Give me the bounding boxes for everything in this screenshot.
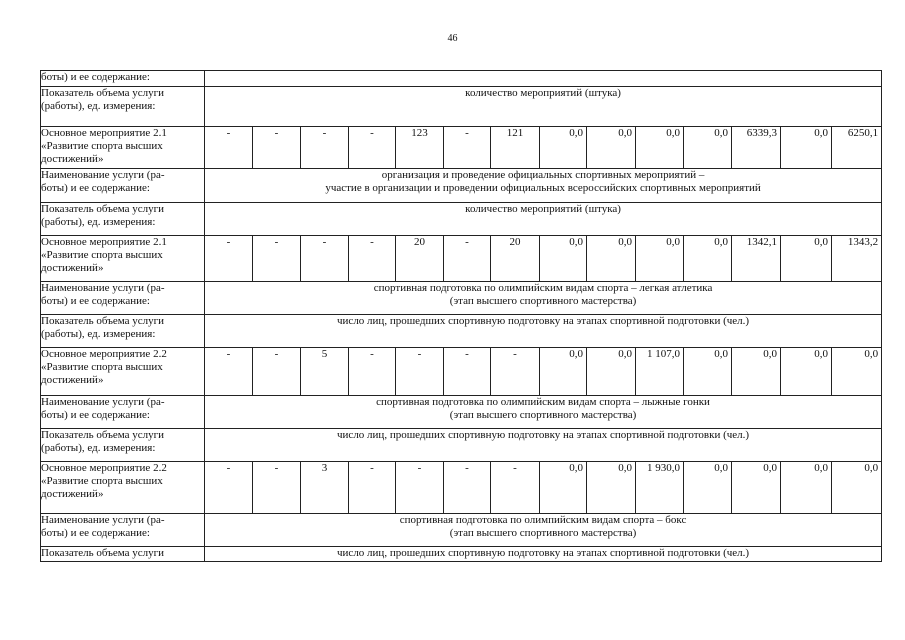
- row-description-line: число лиц, прошедших спортивную подготовку на этапах спортивной подготовки (чел.): [337, 315, 750, 327]
- value-cell: 121: [491, 127, 540, 169]
- value-cell: -: [205, 127, 253, 169]
- value-cell: -: [349, 462, 396, 514]
- value-cell: 0,0: [636, 236, 684, 282]
- row-description-line: количество мероприятий (штука): [465, 203, 621, 215]
- row-description: [205, 203, 882, 236]
- row-label-line: «Развитие спорта высших: [41, 475, 163, 487]
- value-cell: 5: [301, 348, 349, 396]
- value-cell: 0,0: [684, 236, 732, 282]
- value-cell: 0,0: [732, 462, 781, 514]
- value-cell: 0,0: [684, 127, 732, 169]
- value-cell: 0,0: [781, 236, 832, 282]
- row-label-line: «Развитие спорта высших: [41, 140, 163, 152]
- row-description-line: число лиц, прошедших спортивную подготовку на этапах спортивной подготовки (чел.): [337, 547, 750, 559]
- row-label-line: Показатель объема услуги: [41, 203, 165, 215]
- row-label: [41, 315, 205, 348]
- value-cell: 0,0: [832, 348, 882, 396]
- row-label-line: Наименование услуги (ра-: [41, 396, 165, 408]
- value-cell: 1343,2: [832, 236, 882, 282]
- row-label-line: Показатель объема услуги: [41, 429, 165, 441]
- value-cell: 0,0: [781, 127, 832, 169]
- row-label-line: Показатель объема услуги: [41, 87, 165, 99]
- value-cell: -: [491, 462, 540, 514]
- row-description-line: участие в организации и проведении официальных всероссийских спортивных мероприятий: [325, 182, 761, 194]
- row-description: [205, 71, 882, 87]
- row-label: [41, 71, 205, 87]
- row-description-line: число лиц, прошедших спортивную подготовку на этапах спортивной подготовки (чел.): [337, 429, 750, 441]
- row-label: [41, 282, 205, 315]
- value-cell: -: [301, 236, 349, 282]
- row-label: [41, 236, 205, 282]
- value-cell: 0,0: [540, 236, 587, 282]
- row-description-line: (этап высшего спортивного мастерства): [449, 295, 637, 307]
- value-cell: -: [396, 462, 444, 514]
- row-description-line: спортивная подготовка по олимпийским видам спорта – легкая атлетика: [373, 282, 713, 294]
- value-cell: -: [253, 127, 301, 169]
- row-label-line: (работы), ед. измерения:: [41, 442, 156, 454]
- row-description: [205, 315, 882, 348]
- value-cell: 123: [396, 127, 444, 169]
- row-label: [41, 87, 205, 127]
- table-row: [41, 169, 882, 203]
- value-cell: 0,0: [540, 462, 587, 514]
- row-description: [205, 169, 882, 203]
- row-label: [41, 169, 205, 203]
- value-cell: 0,0: [540, 127, 587, 169]
- table-row: [41, 203, 882, 236]
- row-description-line: спортивная подготовка по олимпийским видам спорта – бокс: [399, 514, 687, 526]
- value-cell: -: [205, 462, 253, 514]
- value-cell: -: [349, 236, 396, 282]
- value-cell: -: [253, 462, 301, 514]
- table-row: [41, 348, 882, 396]
- row-label: [41, 514, 205, 547]
- value-cell: -: [444, 236, 491, 282]
- value-cell: 0,0: [832, 462, 882, 514]
- value-cell: 1 930,0: [636, 462, 684, 514]
- row-description: [205, 514, 882, 547]
- table-row: [41, 127, 882, 169]
- value-cell: 0,0: [540, 348, 587, 396]
- row-label-line: боты) и ее содержание:: [41, 71, 150, 83]
- value-cell: -: [444, 348, 491, 396]
- row-label-line: достижений»: [41, 374, 104, 386]
- table-row: [41, 71, 882, 87]
- value-cell: 1 107,0: [636, 348, 684, 396]
- row-label-line: (работы), ед. измерения:: [41, 216, 156, 228]
- value-cell: 1342,1: [732, 236, 781, 282]
- row-label-line: боты) и ее содержание:: [41, 182, 150, 194]
- table-row: [41, 429, 882, 462]
- value-cell: 0,0: [587, 462, 636, 514]
- row-description-line: (этап высшего спортивного мастерства): [449, 409, 637, 421]
- value-cell: -: [205, 236, 253, 282]
- value-cell: 6250,1: [832, 127, 882, 169]
- row-description: [205, 87, 882, 127]
- row-label-line: «Развитие спорта высших: [41, 361, 163, 373]
- row-label: [41, 348, 205, 396]
- value-cell: 0,0: [636, 127, 684, 169]
- row-description: [205, 547, 882, 562]
- table-row: [41, 236, 882, 282]
- table-row: [41, 282, 882, 315]
- table-row: [41, 547, 882, 562]
- row-description-line: (этап высшего спортивного мастерства): [449, 527, 637, 539]
- table-row: [41, 462, 882, 514]
- row-label-line: боты) и ее содержание:: [41, 295, 150, 307]
- table-row: [41, 396, 882, 429]
- value-cell: 0,0: [684, 462, 732, 514]
- row-description-line: спортивная подготовка по олимпийским видам спорта – лыжные гонки: [376, 396, 710, 408]
- row-description-line: организация и проведение официальных спортивных мероприятий –: [381, 169, 705, 181]
- value-cell: -: [491, 348, 540, 396]
- row-label-line: Показатель объема услуги: [41, 547, 165, 559]
- value-cell: -: [301, 127, 349, 169]
- row-label-line: Основное мероприятие 2.1: [41, 127, 167, 139]
- row-description: [205, 396, 882, 429]
- value-cell: -: [205, 348, 253, 396]
- value-cell: -: [396, 348, 444, 396]
- value-cell: 0,0: [587, 348, 636, 396]
- row-label: [41, 203, 205, 236]
- row-label: [41, 547, 205, 562]
- row-label-line: боты) и ее содержание:: [41, 527, 150, 539]
- value-cell: 20: [491, 236, 540, 282]
- value-cell: 0,0: [781, 462, 832, 514]
- value-cell: 0,0: [732, 348, 781, 396]
- row-label-line: Наименование услуги (ра-: [41, 169, 165, 181]
- value-cell: 0,0: [587, 236, 636, 282]
- value-cell: 20: [396, 236, 444, 282]
- row-label-line: Основное мероприятие 2.2: [41, 462, 167, 474]
- row-description-line: количество мероприятий (штука): [465, 87, 621, 99]
- row-label-line: достижений»: [41, 488, 104, 500]
- table-row: [41, 315, 882, 348]
- value-cell: 6339,3: [732, 127, 781, 169]
- page-number: 46: [447, 33, 458, 44]
- value-cell: -: [253, 348, 301, 396]
- row-label-line: (работы), ед. измерения:: [41, 328, 156, 340]
- value-cell: -: [444, 462, 491, 514]
- row-label: [41, 462, 205, 514]
- table-row: [41, 87, 882, 127]
- row-label-line: Наименование услуги (ра-: [41, 514, 165, 526]
- value-cell: 0,0: [781, 348, 832, 396]
- value-cell: -: [349, 348, 396, 396]
- row-label-line: достижений»: [41, 153, 104, 165]
- row-label-line: Наименование услуги (ра-: [41, 282, 165, 294]
- value-cell: -: [349, 127, 396, 169]
- table-row: [41, 514, 882, 547]
- row-label: [41, 429, 205, 462]
- row-label-line: «Развитие спорта высших: [41, 249, 163, 261]
- row-label-line: Показатель объема услуги: [41, 315, 165, 327]
- value-cell: 3: [301, 462, 349, 514]
- value-cell: 0,0: [684, 348, 732, 396]
- row-label-line: боты) и ее содержание:: [41, 409, 150, 421]
- row-description: [205, 282, 882, 315]
- row-label-line: достижений»: [41, 262, 104, 274]
- row-label-line: Основное мероприятие 2.1: [41, 236, 167, 248]
- row-label: [41, 127, 205, 169]
- value-cell: -: [444, 127, 491, 169]
- row-label-line: Основное мероприятие 2.2: [41, 348, 167, 360]
- row-label-line: (работы), ед. измерения:: [41, 100, 156, 112]
- services-table: [40, 70, 882, 562]
- value-cell: -: [253, 236, 301, 282]
- value-cell: 0,0: [587, 127, 636, 169]
- row-description: [205, 429, 882, 462]
- row-label: [41, 396, 205, 429]
